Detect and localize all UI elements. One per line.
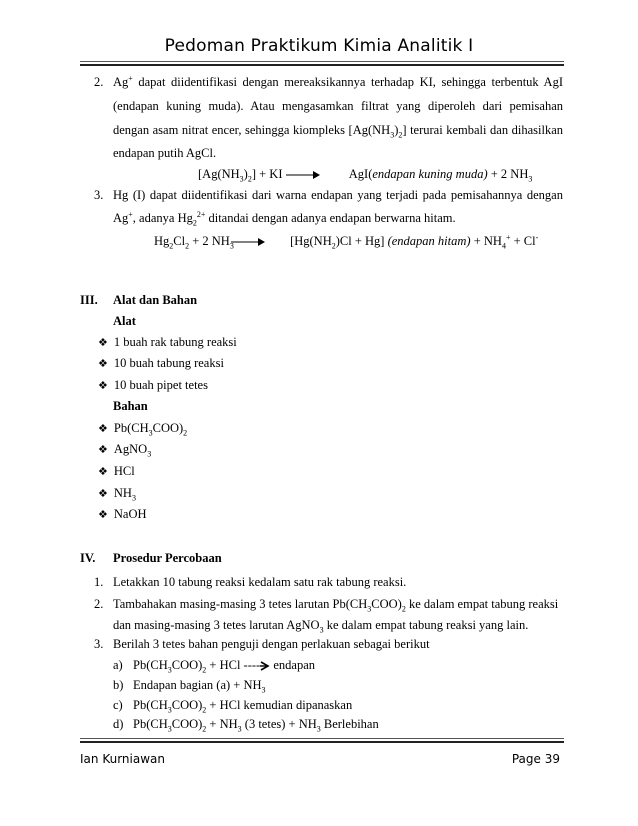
bahan-title: Bahan bbox=[113, 399, 148, 413]
sub-a-text-part: Pb(CH bbox=[133, 658, 168, 672]
footer-author: Ian Kurniawan bbox=[80, 752, 165, 766]
equation-agi: $[Ag(NH_3)_2]$ + KI AgI(endapan kuning muda) + 2 $NH_3$ bbox=[198, 167, 533, 184]
item-3-line-1: Hg (I) dapat diidentifikasi dari warna endapan yang terjadi pada pemisahannya dengan bbox=[113, 188, 563, 202]
sub-c-text-part: + HCl kemudian dipanaskan bbox=[206, 698, 353, 712]
footer-page-number: Page 39 bbox=[511, 752, 560, 766]
sub-d-text-part: Pb(CH bbox=[133, 717, 168, 731]
sub-a-result: endapan bbox=[270, 658, 315, 672]
sub-b-text-part: 3 bbox=[261, 685, 266, 695]
sub-d-text-part: 2 bbox=[202, 724, 207, 734]
sub-a-text-part: COO) bbox=[171, 658, 203, 672]
section-3-number: III. bbox=[80, 293, 98, 307]
item-2-number: 2. bbox=[94, 75, 104, 89]
sub-d-text-part: + NH bbox=[206, 717, 238, 731]
step-2-line-1: Tambahakan masing-masing 3 tetes larutan $Pb(CH_3COO)_2$ ke dalam empat tabung reaksi bbox=[113, 597, 559, 614]
item-3-line-2: Ag+, adanya $Hg_2^{2+}$ ditandai dengan adanya endapan berwarna hitam. bbox=[113, 209, 456, 228]
item-2-line-1: Ag+ dapat diidentifikasi dengan mereaksikannya terhadap KI, sehingga terbentuk AgI bbox=[113, 73, 563, 89]
equation-hg: $Hg_2Cl_2 + 2$ $NH_3$ $[Hg(NH_2)Cl + Hg]$ (endapan hitam) + $NH_4^+ + Cl^-$ bbox=[154, 232, 539, 251]
bahan-item: ❖ HCl bbox=[98, 463, 135, 480]
bahan-item: ❖ $Pb(CH_3COO)_2$ bbox=[98, 420, 187, 437]
sub-c-text-part: 3 bbox=[167, 705, 172, 715]
section-3-title: Alat dan Bahan bbox=[113, 293, 198, 307]
sub-c-text bbox=[133, 697, 352, 713]
sub-a-text-part: + HCl ---- bbox=[206, 658, 261, 672]
sub-d-text bbox=[133, 716, 379, 732]
sub-c-text-part: Pb(CH bbox=[133, 698, 168, 712]
sub-a-text-part: 3 bbox=[167, 665, 172, 675]
step-3-text bbox=[113, 636, 430, 652]
step-2-line-2: dan masing-masing 3 tetes larutan AgNO$_3$ ke dalam empat tabung reaksi yang lain. bbox=[113, 618, 529, 635]
sub-b-label-part: b) bbox=[113, 678, 124, 692]
section-4-number: IV. bbox=[80, 551, 96, 565]
sub-c-text-part: 2 bbox=[202, 705, 207, 715]
alat-item: ❖ 1 buah rak tabung reaksi bbox=[98, 334, 237, 351]
alat-item: ❖ 10 buah tabung reaksi bbox=[98, 355, 224, 372]
sub-d-text-part: 3 bbox=[237, 724, 242, 734]
right-arrow-icon bbox=[260, 661, 270, 671]
item-2-line-2: (endapan kuning muda). Atau mengasamkan filtrat yang diperoleh dari pemisahan bbox=[113, 99, 563, 113]
sub-d-label bbox=[113, 716, 123, 732]
section-4-title: Prosedur Percobaan bbox=[113, 551, 222, 565]
bahan-item: ❖ $NH_3$ bbox=[98, 485, 136, 502]
item-3-number: 3. bbox=[94, 188, 104, 202]
step-3-text-part: Berilah 3 tetes bahan penguji dengan perlakuan sebagai berikut bbox=[113, 637, 430, 651]
sub-a-label bbox=[113, 657, 123, 673]
step-1-text: Letakkan 10 tabung reaksi kedalam satu rak tabung reaksi. bbox=[113, 575, 407, 589]
sub-a-text-part: 2 bbox=[202, 665, 207, 675]
reaction-arrow-icon bbox=[286, 170, 320, 180]
sub-d-text-part: 3 bbox=[316, 724, 321, 734]
step-3-number bbox=[94, 636, 103, 652]
sub-b-text-part: Endapan bagian (a) + NH bbox=[133, 678, 262, 692]
bahan-item: ❖ NaOH bbox=[98, 506, 147, 523]
sub-d-text-part: COO) bbox=[171, 717, 203, 731]
sub-c-text-part: COO) bbox=[171, 698, 203, 712]
sub-c-label-part: c) bbox=[113, 698, 123, 712]
page-header: Pedoman Praktikum Kimia Analitik I bbox=[164, 36, 474, 56]
alat-title: Alat bbox=[113, 314, 136, 328]
item-2-line-3: dengan asam nitrat encer, sehingga kiompleks $[Ag(NH_3)_2]$ terurai kembali dan dihasilkan bbox=[113, 123, 563, 140]
sub-d-text-part: Berlebihan bbox=[320, 717, 379, 731]
item-2-line-4: endapan putih AgCl. bbox=[113, 146, 217, 160]
sub-d-label-part: d) bbox=[113, 717, 124, 731]
sub-a-text bbox=[133, 657, 315, 673]
step-1-number: 1. bbox=[94, 575, 104, 589]
step-3-number-part: 3. bbox=[94, 637, 104, 651]
sub-d-text-part: 3 bbox=[167, 724, 172, 734]
sub-b-label bbox=[113, 677, 123, 693]
header-rule bbox=[80, 61, 564, 66]
sub-b-text bbox=[133, 677, 266, 693]
alat-item: ❖ 10 buah pipet tetes bbox=[98, 377, 208, 394]
bahan-item: ❖ AgNO$_3$ bbox=[98, 441, 151, 458]
footer-rule bbox=[80, 738, 564, 743]
reaction-arrow-icon bbox=[231, 237, 265, 247]
sub-a-label-part: a) bbox=[113, 658, 123, 672]
step-2-number: 2. bbox=[94, 597, 104, 611]
sub-d-text-part: (3 tetes) + NH bbox=[241, 717, 317, 731]
sub-c-label bbox=[113, 697, 123, 713]
